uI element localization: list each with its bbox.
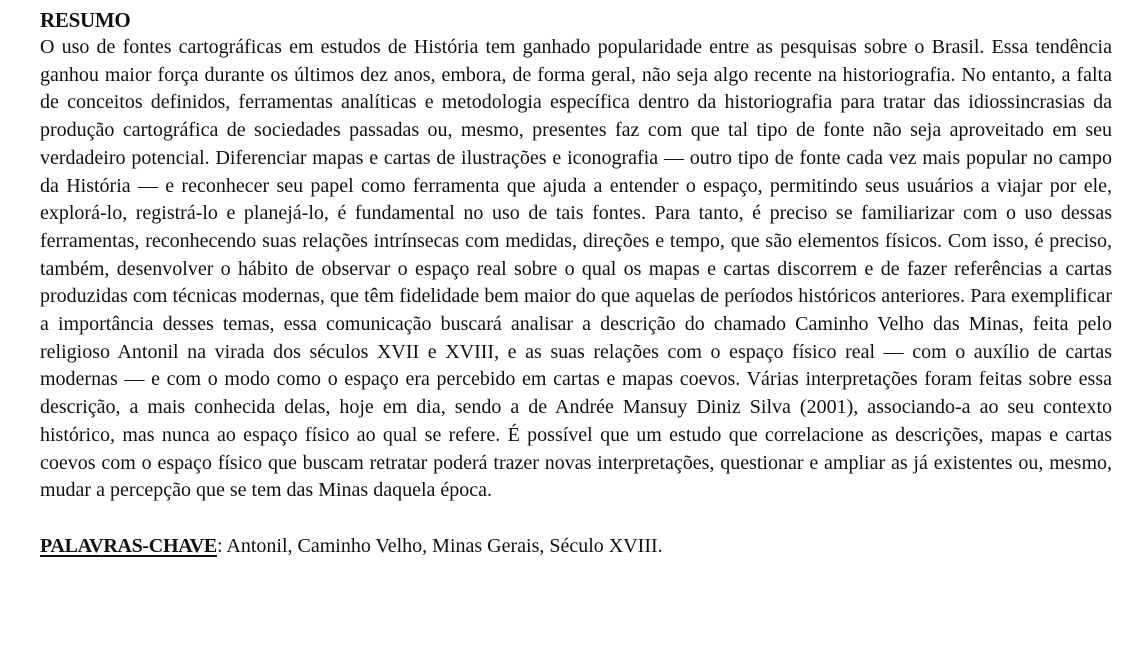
keywords-separator: : (216, 534, 223, 557)
abstract-paragraph: O uso de fontes cartográficas em estudos de História tem ganhado popularidade entre as pesquisas sobre o Brasil. Essa tendência ganhou maior força durante os últimos dez anos, embora, de forma geral, não seja algo recente na historiografia. No entanto, a falta de conceitos definidos, ferramentas analíticas e metodologia específica dentro da historiografia para tratar das idiossincrasias da produção cartográfica de sociedades passadas ou, mesmo, presentes faz com que tal tipo de fonte não seja aproveitado em seu verdadeiro potencial. Diferenciar mapas e cartas de ilustrações e iconografia — outro tipo de fonte cada vez mais popular no campo da História — e reconhecer seu papel como ferramenta que ajuda a entender o espaço, permitindo seus usuários a viajar por ele, explorá-lo, registrá-lo e planejá-lo, é fundamental no uso de tais fontes. Para tanto, é preciso se familiarizar com o uso dessas ferramentas, reconhecendo suas relações intrínsecas com medidas, direções e tempo, que são elementos físicos. Com isso, é preciso, também, desenvolver o hábito de observar o espaço real sobre o qual os mapas e cartas discorrem e de fazer referências a cartas produzidas com técnicas modernas, que têm fidelidade bem maior do que aquelas de períodos históricos anteriores. Para exemplificar a importância desses temas, essa comunicação buscará analisar a descrição do chamado Caminho Velho das Minas, feita pelo religioso Antonil na virada dos séculos XVII e XVIII, e as suas relações com o espaço físico real — com o auxílio de cartas modernas — e com o modo como o espaço era percebido em cartas e mapas coevos. Várias interpretações foram feitas sobre essa descrição, a mais conhecida delas, hoje em dia, sendo a de Andrée Mansuy Diniz Silva (2001), associando-a ao seu contexto histórico, mas nunca ao espaço físico ao qual se refere. É possível que um estudo que correlacione as descrições, mapas e cartas coevos com o espaço físico que buscam retratar poderá trazer novas interpretações, questionar e ampliar as já existentes ou, mesmo, mudar a percepção que se tem das Minas daquela época. (40, 36, 1112, 502)
keywords-list: Antonil, Caminho Velho, Minas Gerais, Século XVIII. (222, 534, 663, 557)
keywords-label: PALAVRAS-CHAVE (40, 534, 217, 557)
document-body (40, 6, 1112, 560)
section-heading-resumo: RESUMO (40, 8, 131, 32)
keywords-line (40, 532, 1112, 560)
